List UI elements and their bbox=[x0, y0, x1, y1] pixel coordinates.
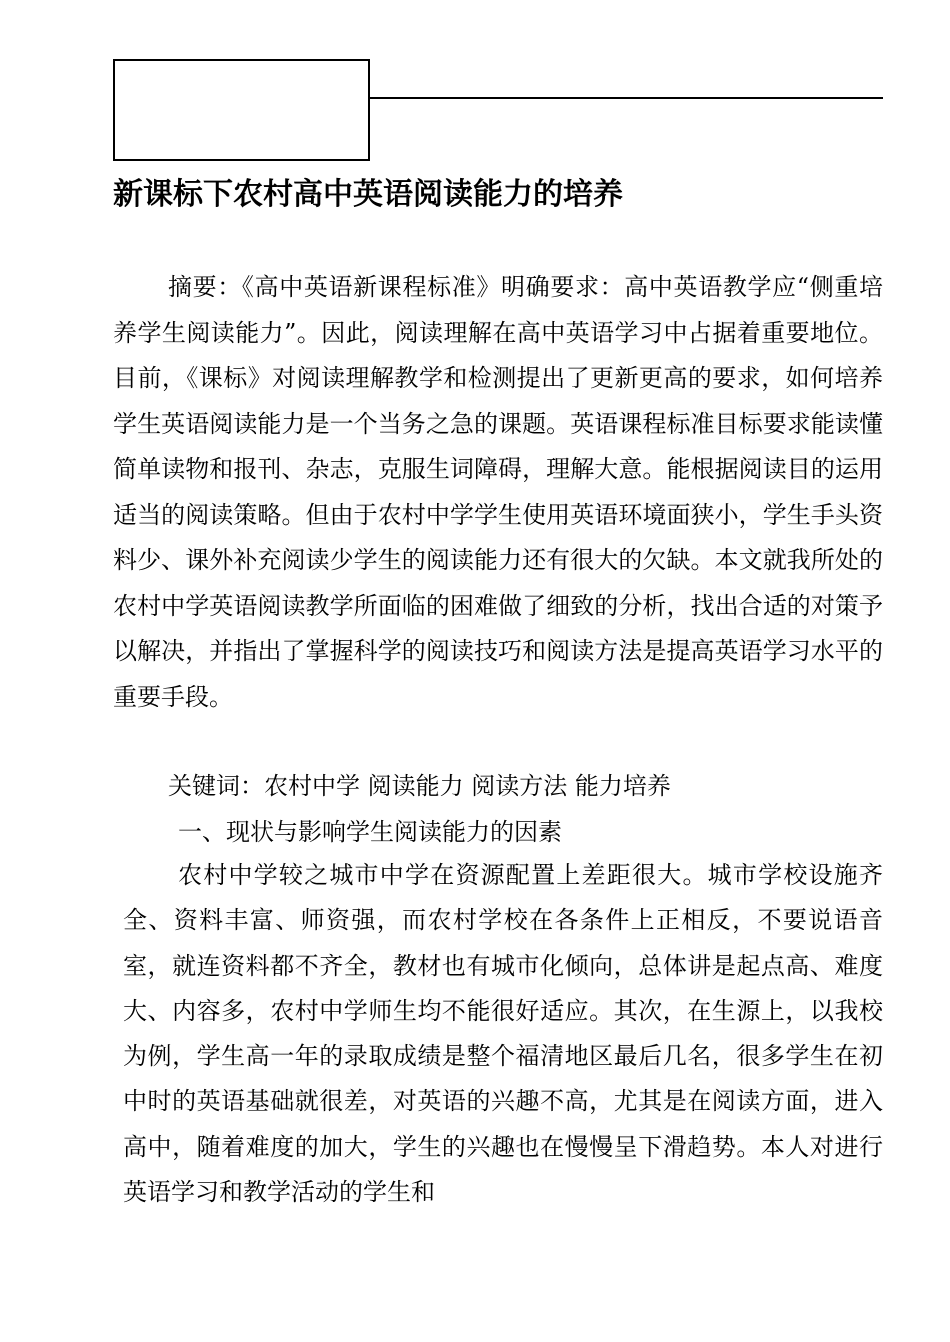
section-heading: 一、现状与影响学生阅读能力的因素 bbox=[178, 818, 562, 846]
header-box bbox=[113, 59, 370, 161]
body-paragraph: 农村中学较之城市中学在资源配置上差距很大。城市学校设施齐全、资料丰富、师资强，而农村学校在各条件上正相反，不要说语音室，就连资料都不齐全，教材也有城市化倾向，总体讲是起点高、难度大、内容多，农村中学师生均不能很好适应。其次，在生源上，以我校为例，学生高一年的录取成绩是整个福清地区最后几名，很多学生在初中时的英语基础就很差，对英语的兴趣不高，尤其是在阅读方面，进入高中，随着难度的加大，学生的兴趣也在慢慢呈下滑趋势。本人对进行英语学习和教学活动的学生和 bbox=[123, 861, 883, 1207]
abstract-paragraph: 摘要：《高中英语新课程标准》明确要求：高中英语教学应“侧重培养学生阅读能力”。因此，阅读理解在高中英语学习中占据着重要地位。目前，《课标》对阅读理解教学和检测提出了更新更高的要求，如何培养学生英语阅读能力是一个当务之急的课题。英语课程标准目标要求能读懂简单读物和报刊、杂志，克服生词障碍，理解大意。能根据阅读目的运用适当的阅读策略。但由于农村中学学生使用英语环境面狭小，学生手头资料少、课外补充阅读少学生的阅读能力还有很大的欠缺。本文就我所处的农村中学英语阅读教学所面临的困难做了细致的分析，找出合适的对策予以解决，并指出了掌握科学的阅读技巧和阅读方法是提高英语学习水平的重要手段。 bbox=[113, 273, 883, 711]
keywords-line: 关键词：农村中学 阅读能力 阅读方法 能力培养 bbox=[168, 772, 671, 800]
document-title: 新课标下农村高中英语阅读能力的培养 bbox=[113, 177, 623, 212]
header-rule bbox=[370, 97, 883, 99]
